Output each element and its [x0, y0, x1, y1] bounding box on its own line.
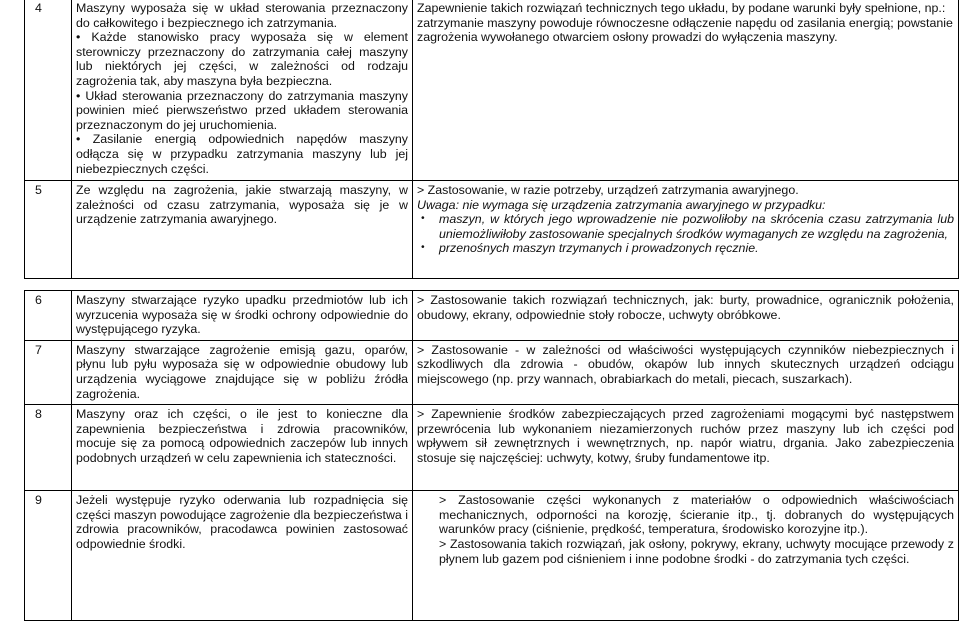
solution-bullet — [417, 212, 954, 241]
table-row — [25, 491, 959, 621]
requirements-table-top — [24, 0, 959, 279]
requirement-cell — [72, 291, 413, 341]
solution-text: > Zastosowanie - w zależności od właściwości występujących czynników niebezpiecznych i szkodliwych dla zdrowia - obudów, okapów lub innych skutecznych urządzeń odciągu miejscowego (np. przy wannach, obrabiarkach do metali, piecach, suszarkach). — [417, 342, 954, 386]
bullet-text: przenośnych maszyn trzymanych i prowadzonych ręcznie. — [439, 241, 759, 256]
requirement-text: Maszyny stwarzające ryzyko upadku przedmiotów lub ich wyrzucenia wyposaża się w środki ochrony odpowiednie do występującego ryzyka. — [76, 293, 408, 337]
requirement-cell — [72, 405, 413, 491]
solution-cell — [413, 405, 959, 491]
requirement-text: • Zasilanie energią odpowiednich napędów maszyny odłącza się w przypadku zatrzymania maszyny lub jej niebezpiecznych części. — [76, 132, 408, 176]
row-number: 4 — [25, 0, 72, 181]
requirement-text: • Układ sterowania przeznaczony do zatrzymania maszyny powinien mieć pierwszeństwo przed układem sterowania przeznaczonym do jej uruchomienia. — [76, 88, 408, 132]
requirements-table-bottom — [24, 290, 959, 621]
requirement-cell — [72, 181, 413, 279]
requirement-cell — [72, 0, 413, 181]
requirement-text: Maszyny oraz ich części, o ile jest to konieczne dla zapewnienia bezpieczeństwa i zdrowia pracowników, mocuje się za pomocą odpowiednich zaczepów lub innych podobnych urządzeń w celu zapewnienia ich stateczności. — [76, 407, 408, 465]
table-row — [25, 340, 959, 404]
table-row — [25, 0, 959, 181]
row-number: 7 — [25, 340, 72, 404]
bullet-icon: • — [421, 213, 425, 225]
solution-text: > Zapewnienie środków zabezpieczających przed zagrożeniami mogącymi być następstwem przewrócenia lub wykonaniem niezamierzonych ruchów przez maszyny lub ich części pod wpływem sił zewnętrznych i wewnętrznych, np. napór wiatru, drgania. Jako zabezpieczenia stosuje się najczęściej: uchwyty, kotwy, śruby fundamentowe itp. — [417, 407, 954, 465]
row-number: 9 — [25, 491, 72, 621]
row-number: 5 — [25, 181, 72, 279]
requirement-cell — [72, 491, 413, 621]
requirement-text: Jeżeli występuje ryzyko oderwania lub rozpadnięcia się części maszyn powodujące zagrożenie dla bezpieczeństwa i zdrowia pracowników, pracodawca powinien zastosować odpowiednie środki. — [76, 493, 408, 551]
solution-text: > Zastosowanie części wykonanych z materiałów o odpowiednich właściwościach mechanicznych, odporności na korozję, ścieranie itp., tj. dobranych do występujących warunków pracy (ciśnienie, prędkość, temperatura, środowisko korozyjne itp.). — [439, 493, 954, 537]
solution-note: Uwaga: nie wymaga się urządzenia zatrzymania awaryjnego w przypadku: — [417, 197, 826, 212]
table-row — [25, 405, 959, 491]
solution-text: > Zastosowanie takich rozwiązań technicznych, jak: burty, prowadnice, ogranicznik położenia, obudowy, ekrany, odpowiednie stoły robocze, uchwyty obróbkowe. — [417, 293, 954, 322]
solution-cell — [413, 340, 959, 404]
row-number: 8 — [25, 405, 72, 491]
solution-text: > Zastosowania takich rozwiązań, jak osłony, pokrywy, ekrany, uchwyty mocujące przewody z płynem lub gazem pod ciśnieniem i inne podobne środki - do zatrzymania tych części. — [439, 536, 954, 566]
requirement-text: Ze względu na zagrożenia, jakie stwarzają maszyny, w zależności od czasu zatrzymania, wyposaża się je w urządzenie zatrzymania awaryjnego. — [76, 183, 408, 227]
solution-bullet — [417, 241, 954, 256]
bullet-text: maszyn, w których jego wprowadzenie nie pozwoliłoby na skrócenia czasu zatrzymania lub uniemożliwiłoby zastosowanie specjalnych środków wymaganych ze względu na zagrożenia, — [439, 212, 954, 241]
table-row — [25, 291, 959, 341]
requirement-text: • Każde stanowisko pracy wyposaża się w element sterowniczy przeznaczony do zatrzymania całej maszyny lub niektórych jej części, w zależności od rodzaju zagrożenia tak, aby maszyna była bezpieczna. — [76, 30, 408, 88]
table-row — [25, 181, 959, 279]
requirement-text: Maszyny stwarzające zagrożenie emisją gazu, oparów, płynu lub pyłu wyposaża się w odpowiednie obudowy lub urządzenia wyciągowe znajdujące się w pobliżu źródła zagrożenia. — [76, 342, 408, 401]
requirement-text: Maszyny wyposaża się w układ sterowania przeznaczony do całkowitego i bezpiecznego ich zatrzymania. — [76, 1, 408, 30]
bullet-icon: • — [421, 242, 425, 254]
solution-text: Zapewnienie takich rozwiązań technicznych tego układu, by podane warunki były spełnione, np.: zatrzymanie maszyny powoduje równoczesne odłączenie napędu od zasilania energią; powstanie zagrożenia wywołanego otwarciem osłony prowadzi do wyłączenia maszyny. — [417, 1, 953, 45]
solution-cell — [413, 181, 959, 279]
requirement-cell — [72, 340, 413, 404]
solution-cell — [413, 491, 959, 621]
solution-cell — [413, 0, 959, 181]
solution-cell — [413, 291, 959, 341]
solution-heading: > Zastosowanie, w razie potrzeby, urządzeń zatrzymania awaryjnego. — [417, 183, 799, 197]
row-number: 6 — [25, 291, 72, 341]
